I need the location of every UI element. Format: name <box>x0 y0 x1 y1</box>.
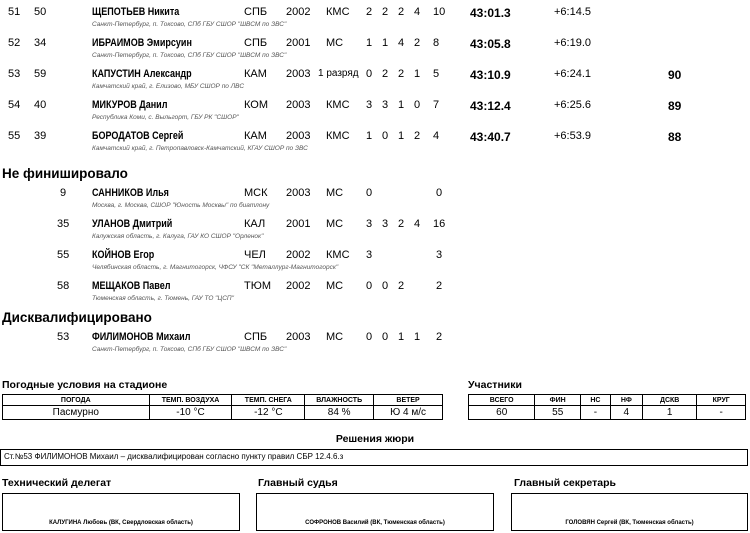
participants-header: ФИН <box>535 395 581 406</box>
shooting-3: 2 <box>398 218 405 230</box>
shooting-total: 4 <box>433 130 440 142</box>
region-code: ТЮМ <box>244 280 271 292</box>
result-row <box>0 93 750 123</box>
birth-year: 2003 <box>286 130 311 142</box>
result-row <box>0 0 750 30</box>
birth-year: 2002 <box>286 280 311 292</box>
signature-box <box>2 493 240 531</box>
shooting-3: 1 <box>398 331 405 343</box>
weather-header: ВЛАЖНОСТЬ <box>305 395 374 406</box>
participants-header-row <box>469 395 746 406</box>
athlete-affiliation: Республика Коми, с. Выльгорт, ГБУ РК "СШОР" <box>92 114 239 121</box>
time-behind: +6:14.5 <box>554 6 592 18</box>
weather-header-row <box>3 395 443 406</box>
shooting-3: 2 <box>398 280 405 292</box>
shooting-2: 0 <box>382 331 389 343</box>
participants-value: - <box>581 406 611 420</box>
result-row <box>0 31 750 61</box>
shooting-4: 4 <box>414 6 421 18</box>
time-behind: +6:25.6 <box>554 99 592 111</box>
place: 53 <box>8 68 21 80</box>
shooting-1: 3 <box>366 99 373 111</box>
bib-number: 35 <box>57 218 70 230</box>
athlete-affiliation: Камчатский край, г. Елизово, МБУ СШОР по ЛВС <box>92 83 245 90</box>
shooting-total: 5 <box>433 68 440 80</box>
participants-value-row <box>469 406 746 420</box>
shooting-1: 0 <box>366 280 373 292</box>
bib-number: 53 <box>57 331 70 343</box>
time-behind: +6:19.0 <box>554 37 592 49</box>
weather-value: 84 % <box>305 406 374 420</box>
participants-title: Участники <box>468 379 522 391</box>
birth-year: 2001 <box>286 218 311 230</box>
weather-value: -12 °C <box>232 406 305 420</box>
weather-value: Ю 4 м/с <box>374 406 443 420</box>
athlete-name: ЩЕПОТЬЕВ Никита <box>92 6 180 18</box>
finish-time: 43:05.8 <box>470 37 511 51</box>
athlete-affiliation: Челябинская область, г. Магнитогорск, ЧФСУ "СК "Металлург-Магнитогорск" <box>92 264 339 271</box>
athlete-name: МЕЩАКОВ Павел <box>92 280 171 292</box>
sport-rank: КМС <box>326 249 350 261</box>
participants-header: ДСКВ <box>642 395 696 406</box>
region-code: ЧЕЛ <box>244 249 266 261</box>
shooting-1: 0 <box>366 187 373 199</box>
sport-rank: МС <box>326 37 344 49</box>
shooting-1: 0 <box>366 331 373 343</box>
region-code: СПБ <box>244 37 268 49</box>
athlete-name: УЛАНОВ Дмитрий <box>92 218 173 230</box>
place: 54 <box>8 99 21 111</box>
participants-value: 4 <box>610 406 642 420</box>
jury-decision-box <box>0 449 748 466</box>
shooting-2: 1 <box>382 37 389 49</box>
official-name: ГОЛОВЯН Сергей (ВК, Тюменская область) <box>565 520 694 526</box>
official-name: СОФРОНОВ Василий (ВК, Тюменская область) <box>305 520 445 526</box>
finish-time: 43:40.7 <box>470 130 511 144</box>
shooting-1: 2 <box>366 6 373 18</box>
shooting-total: 7 <box>433 99 440 111</box>
athlete-name: ИБРАИМОВ Эмирсуин <box>92 37 192 49</box>
finish-time: 43:01.3 <box>470 6 511 20</box>
athlete-name: ФИЛИМОНОВ Михаил <box>92 331 191 343</box>
birth-year: 2001 <box>286 37 311 49</box>
shooting-total: 2 <box>436 280 443 292</box>
athlete-affiliation: Санкт-Петербург, п. Токсово, СПб ГБУ СШОР "ШВСМ по ЗВС" <box>92 346 287 353</box>
region-code: СПБ <box>244 6 268 18</box>
sport-rank: КМС <box>326 6 350 18</box>
sport-rank: МС <box>326 280 344 292</box>
athlete-name: КАПУСТИН Александр <box>92 68 192 80</box>
shooting-4: 2 <box>414 130 421 142</box>
jury-decision-text: Ст.№53 ФИЛИМОНОВ Михаил – дисквалифицирован согласно пункту правил СБР 12.4.6.з <box>4 452 344 461</box>
athlete-affiliation: Москва, г. Москва, СШОР "Юность Москвы" по биатлону <box>92 202 270 209</box>
shooting-2: 3 <box>382 99 389 111</box>
place: 51 <box>8 6 21 18</box>
signature-box <box>511 493 748 531</box>
region-code: КАМ <box>244 68 267 80</box>
shooting-total: 3 <box>436 249 443 261</box>
participants-table <box>468 394 746 420</box>
place: 52 <box>8 37 21 49</box>
athlete-name: КОЙНОВ Егор <box>92 249 155 261</box>
weather-table <box>2 394 443 420</box>
shooting-4: 4 <box>414 218 421 230</box>
athlete-name: МИКУРОВ Данил <box>92 99 168 111</box>
shooting-4: 1 <box>414 331 421 343</box>
points: 89 <box>668 99 682 113</box>
weather-value-row <box>3 406 443 420</box>
shooting-total: 8 <box>433 37 440 49</box>
athlete-name: САННИКОВ Илья <box>92 187 169 199</box>
bib-number: 40 <box>34 99 47 111</box>
birth-year: 2002 <box>286 249 311 261</box>
shooting-3: 1 <box>398 99 405 111</box>
official-name: КАЛУГИНА Любовь (ВК, Свердловская область) <box>49 520 193 526</box>
points: 90 <box>668 68 682 82</box>
shooting-3: 2 <box>398 6 405 18</box>
participants-value: 60 <box>469 406 535 420</box>
shooting-2: 3 <box>382 218 389 230</box>
finish-time: 43:12.4 <box>470 99 511 113</box>
weather-header: ТЕМП. СНЕГА <box>232 395 305 406</box>
result-row <box>0 124 750 154</box>
shooting-total: 0 <box>436 187 443 199</box>
shooting-2: 2 <box>382 6 389 18</box>
athlete-affiliation: Камчатский край, г. Петропавловск-Камчатский, КГАУ СШОР по ЗВС <box>92 145 308 152</box>
shooting-3: 4 <box>398 37 405 49</box>
shooting-2: 0 <box>382 280 389 292</box>
dnf-row <box>0 274 750 304</box>
athlete-name: БОРОДАТОВ Сергей <box>92 130 184 142</box>
shooting-4: 0 <box>414 99 421 111</box>
dnf-heading: Не финишировало <box>2 166 128 181</box>
athlete-affiliation: Санкт-Петербург, п. Токсово, СПб ГБУ СШОР "ШВСМ по ЗВС" <box>92 52 287 59</box>
participants-header: НФ <box>610 395 642 406</box>
shooting-total: 10 <box>433 6 446 18</box>
region-code: КАЛ <box>244 218 266 230</box>
bib-number: 55 <box>57 249 70 261</box>
shooting-3: 1 <box>398 130 405 142</box>
participants-value: - <box>697 406 746 420</box>
sport-rank: МС <box>326 331 344 343</box>
bib-number: 39 <box>34 130 47 142</box>
athlete-affiliation: Тюменская область, г. Тюмень, ГАУ ТО "ЦСП" <box>92 295 234 302</box>
weather-value: -10 °C <box>149 406 232 420</box>
dnf-row <box>0 243 750 273</box>
dnf-row <box>0 212 750 242</box>
birth-year: 2002 <box>286 6 311 18</box>
shooting-total: 2 <box>436 331 443 343</box>
shooting-1: 3 <box>366 218 373 230</box>
sport-rank: КМС <box>326 130 350 142</box>
weather-header: ТЕМП. ВОЗДУХА <box>149 395 232 406</box>
bib-number: 50 <box>34 6 47 18</box>
sport-rank: МС <box>326 187 344 199</box>
shooting-1: 1 <box>366 130 373 142</box>
bib-number: 9 <box>60 187 67 199</box>
athlete-affiliation: Санкт-Петербург, п. Токсово, СПб ГБУ СШОР "ШВСМ по ЗВС" <box>92 21 287 28</box>
shooting-1: 0 <box>366 68 373 80</box>
region-code: КОМ <box>244 99 269 111</box>
birth-year: 2003 <box>286 187 311 199</box>
region-code: МСК <box>244 187 268 199</box>
finish-time: 43:10.9 <box>470 68 511 82</box>
shooting-1: 1 <box>366 37 373 49</box>
dsq-row <box>0 325 750 355</box>
region-code: КАМ <box>244 130 267 142</box>
participants-header: ВСЕГО <box>469 395 535 406</box>
shooting-4: 2 <box>414 37 421 49</box>
weather-title: Погодные условия на стадионе <box>2 379 168 391</box>
sport-rank: КМС <box>326 99 350 111</box>
bib-number: 59 <box>34 68 47 80</box>
signature-box <box>256 493 494 531</box>
sport-rank: 1 разряд <box>318 68 359 79</box>
participants-value: 1 <box>642 406 696 420</box>
official-role: Главный секретарь <box>514 477 616 489</box>
time-behind: +6:24.1 <box>554 68 592 80</box>
athlete-affiliation: Калужская область, г. Калуга, ГАУ КО СШОР "Орленок" <box>92 233 264 240</box>
bib-number: 58 <box>57 280 70 292</box>
shooting-2: 2 <box>382 68 389 80</box>
result-row <box>0 62 750 92</box>
participants-header: НС <box>581 395 611 406</box>
shooting-3: 2 <box>398 68 405 80</box>
birth-year: 2003 <box>286 331 311 343</box>
weather-header: ПОГОДА <box>3 395 150 406</box>
birth-year: 2003 <box>286 68 311 80</box>
dnf-row <box>0 181 750 211</box>
participants-header: КРУГ <box>697 395 746 406</box>
weather-header: ВЕТЕР <box>374 395 443 406</box>
official-role: Технический делегат <box>2 477 112 489</box>
shooting-total: 16 <box>433 218 446 230</box>
jury-title: Решения жюри <box>335 433 415 445</box>
bib-number: 34 <box>34 37 47 49</box>
sport-rank: МС <box>326 218 344 230</box>
birth-year: 2003 <box>286 99 311 111</box>
weather-value: Пасмурно <box>3 406 150 420</box>
shooting-1: 3 <box>366 249 373 261</box>
points: 88 <box>668 130 682 144</box>
participants-value: 55 <box>535 406 581 420</box>
place: 55 <box>8 130 21 142</box>
region-code: СПБ <box>244 331 268 343</box>
shooting-4: 1 <box>414 68 421 80</box>
shooting-2: 0 <box>382 130 389 142</box>
time-behind: +6:53.9 <box>554 130 592 142</box>
official-role: Главный судья <box>258 477 338 489</box>
dsq-heading: Дисквалифицировано <box>2 310 152 325</box>
